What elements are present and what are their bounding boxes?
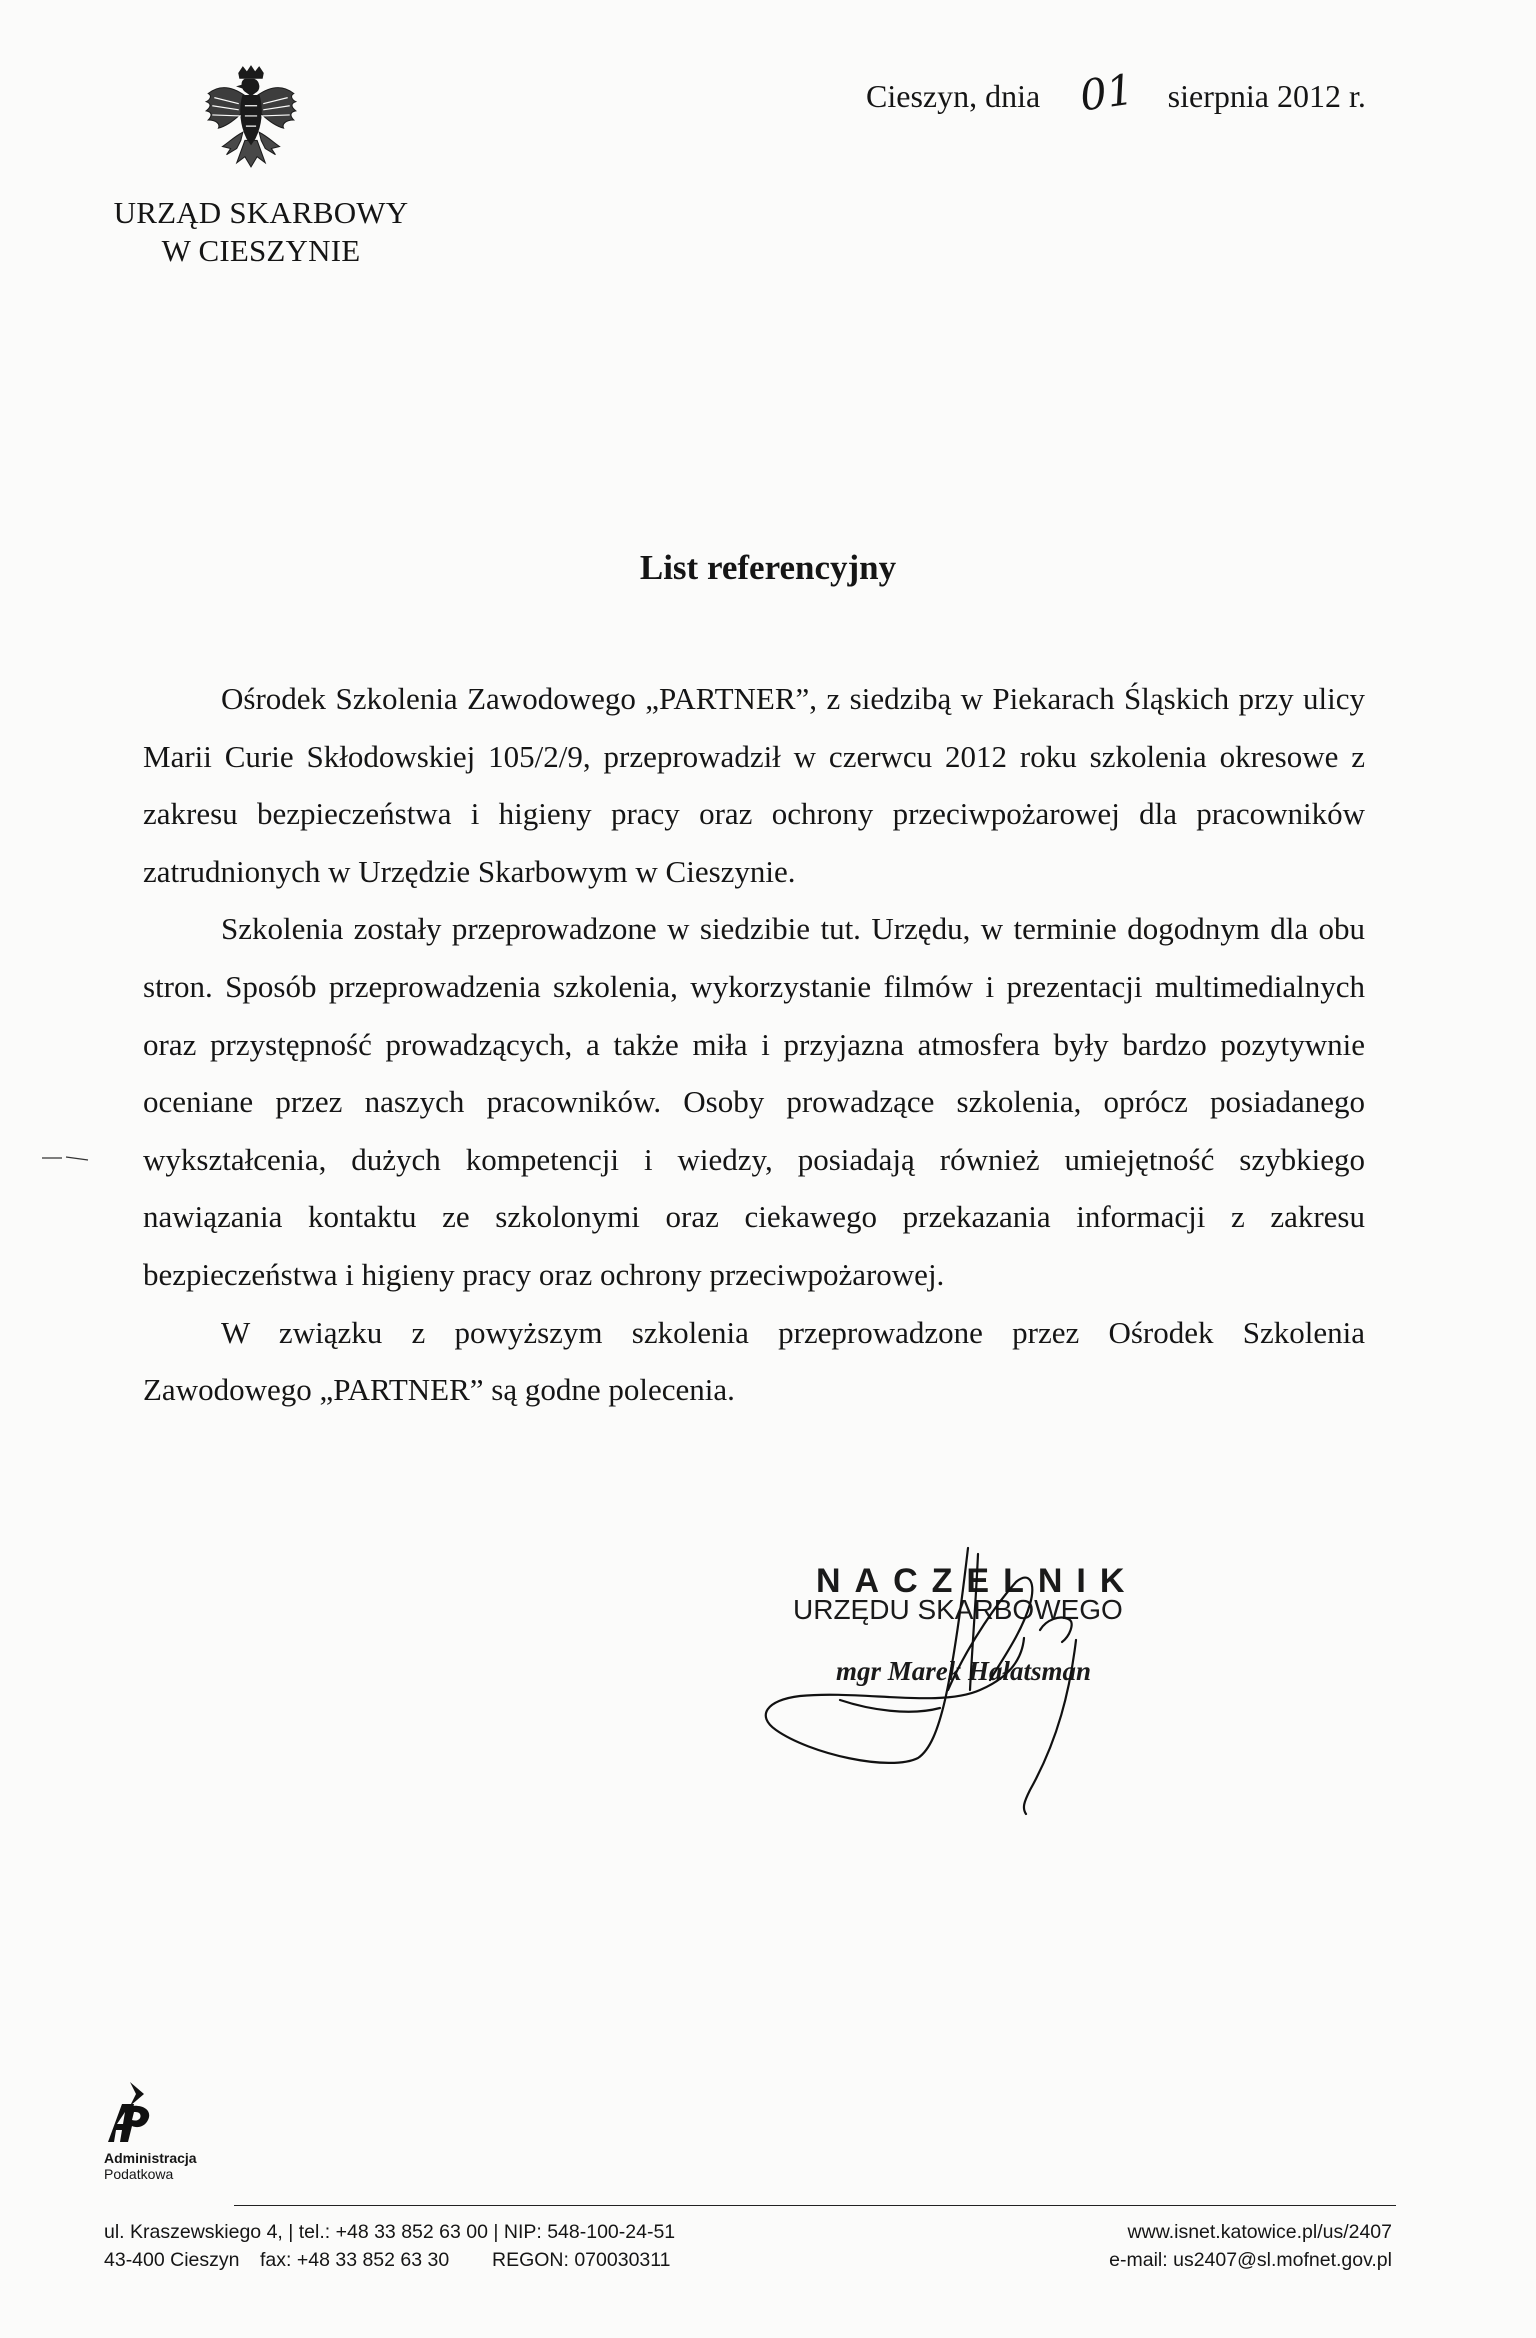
date-suffix: sierpnia 2012 r. [1167, 78, 1366, 114]
logo-name-line-1: Administracja [104, 2150, 197, 2166]
paragraph-2: Szkolenia zostały przeprowadzone w siedzibie tut. Urzędu, w terminie dogodnym dla obu stron. Sposób przeprowadzenia szkolenia, wykorzystanie filmów i prezentacji multimedialnych oraz przystępność prowadzących, a także miła i przyjazna atmosfera były bardzo pozytywnie oceniane przez naszych pracowników. Osoby prowadzące szkolenia, oprócz posiadanego wykształcenia, dużych kompetencji i wiedzy, posiadają również umiejętność szybkiego nawiązania kontaktu ze szkolonymi oraz ciekawego przekazania informacji z zakresu bezpieczeństwa i higieny pracy oraz ochrony przeciwpożarowej. [143, 911, 1365, 1292]
stamp-office: URZĘDU SKARBOWEGO [793, 1594, 1123, 1625]
date-prefix: Cieszyn, dnia [866, 78, 1041, 114]
footer-city: 43-400 Cieszyn [104, 2249, 240, 2271]
handwritten-signature [740, 1540, 1140, 1830]
stamp-name: mgr Marek Hałatsman [836, 1656, 1092, 1686]
issuing-office [96, 194, 426, 270]
document-title-text: List referencyjny [639, 548, 897, 587]
footer-tel: | tel.: +48 33 852 63 00 [288, 2221, 488, 2243]
footer-fax: fax: +48 33 852 63 30 [260, 2249, 450, 2271]
office-line-1: URZĄD SKARBOWY [113, 195, 409, 230]
paragraph-1: Ośrodek Szkolenia Zawodowego „PARTNER”, z siedzibą w Piekarach Śląskich przy ulicy Marii Curie Skłodowskiej 105/2/9, przeprowadził w czerwcu 2012 roku szkolenia okresowe z zakresu bezpieczeństwa i higieny pracy oraz ochrony przeciwpożarowej dla pracowników zatrudnionych w Urzędzie Skarbowym w Cieszynie. [143, 681, 1365, 889]
document-title [0, 548, 1536, 588]
footer-website[interactable]: www.isnet.katowice.pl/us/2407 [1127, 2221, 1392, 2243]
paragraph-3: W związku z powyższym szkolenia przeprowadzone przez Ośrodek Szkolenia Zawodowego „PARTNER” są godne polecenia. [143, 1314, 1365, 1408]
footer-online [1109, 2218, 1392, 2274]
footer-divider [234, 2205, 1396, 2206]
footer-row-1 [104, 2218, 675, 2246]
tax-administration-name [104, 2150, 197, 2182]
footer-nip: | NIP: 548-100-24-51 [493, 2221, 676, 2243]
date-line [866, 64, 1366, 121]
date-day: 01 [1077, 64, 1137, 121]
logo-name-line-2: Podatkowa [104, 2166, 174, 2182]
footer-row-2 [104, 2246, 675, 2274]
letter-body [143, 670, 1365, 1419]
office-line-2: W CIESZYNIE [161, 233, 361, 268]
footer-email[interactable]: e-mail: us2407@sl.mofnet.gov.pl [1109, 2249, 1392, 2271]
footer-street: ul. Kraszewskiego 4, [104, 2221, 283, 2243]
eagle-emblem-icon [200, 65, 302, 173]
footer-contact [104, 2218, 675, 2274]
stamp-title: NACZELNIK [816, 1562, 1139, 1600]
footer-regon: REGON: 070030311 [492, 2249, 671, 2271]
tax-administration-logo-icon [100, 2080, 160, 2150]
scan-mark [42, 1155, 90, 1161]
